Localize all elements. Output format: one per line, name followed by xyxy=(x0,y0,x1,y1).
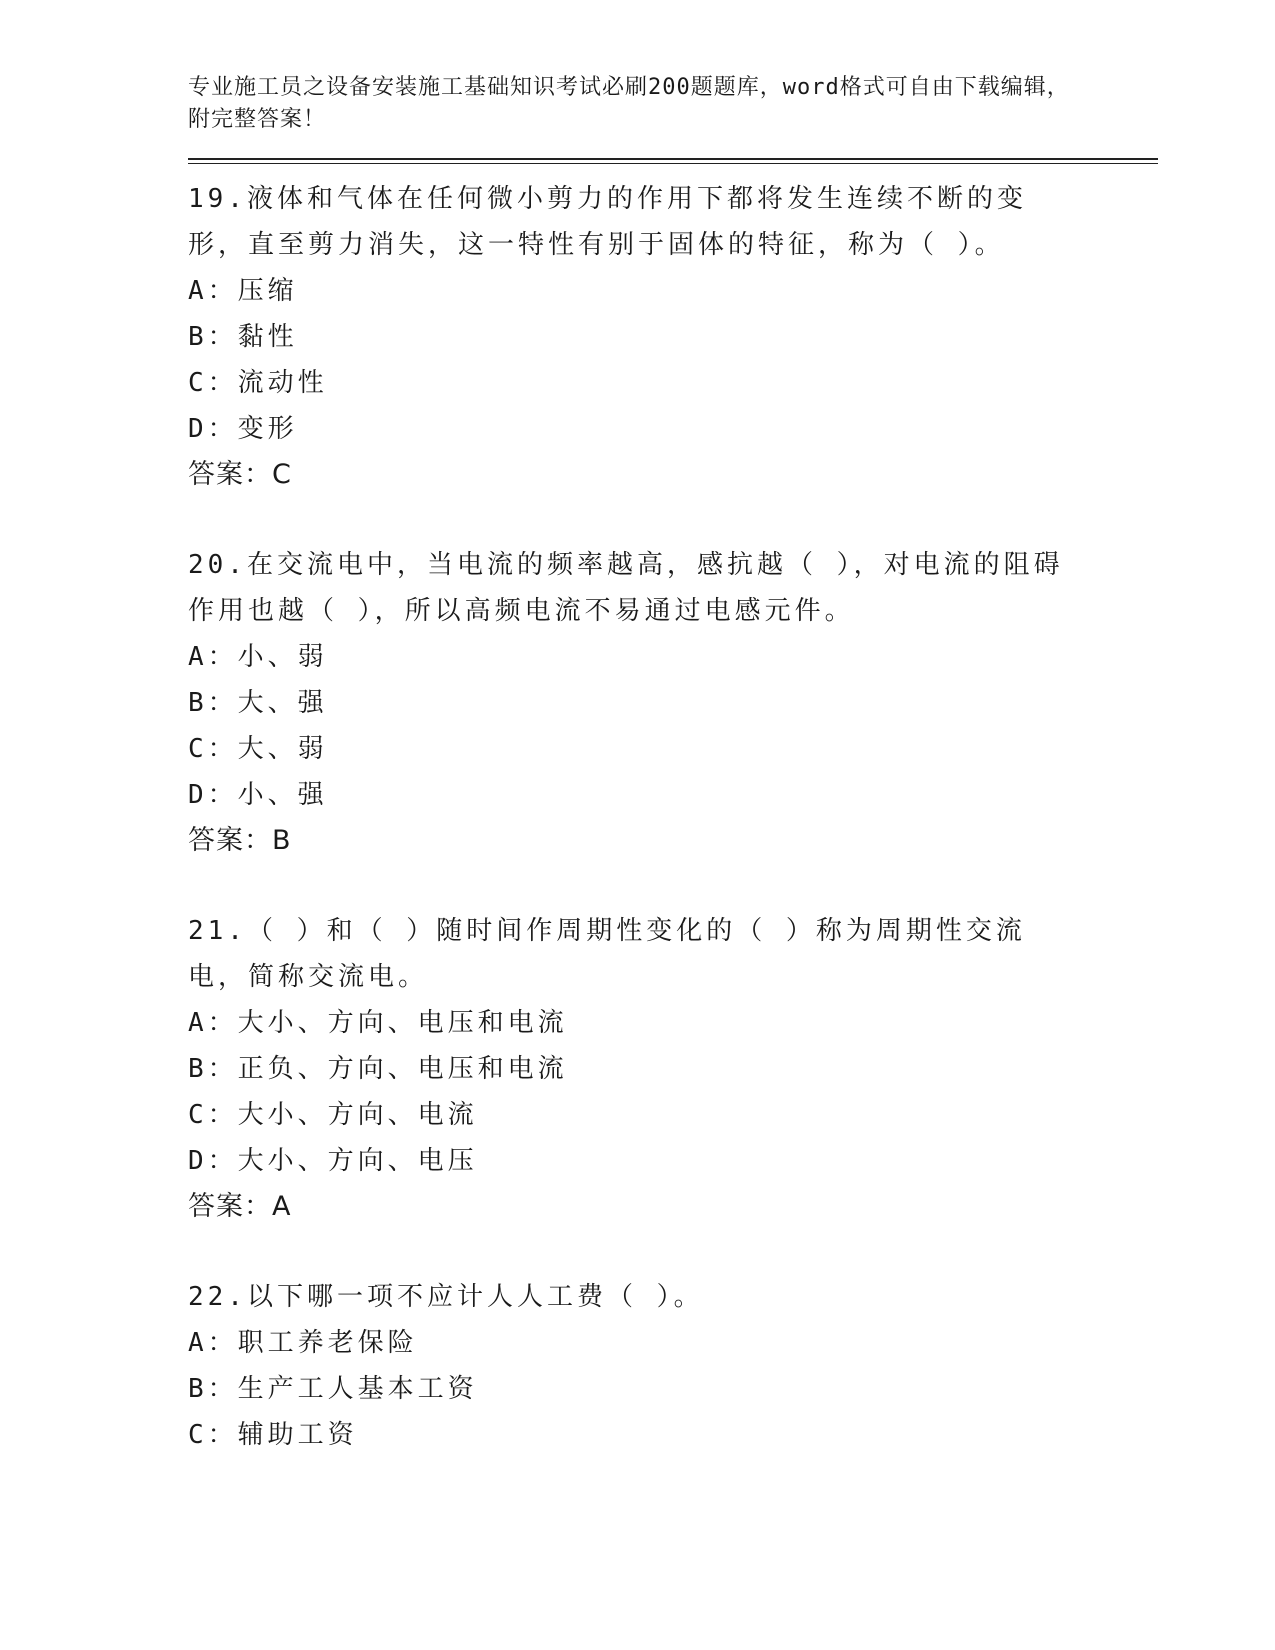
option-c: C：辅助工资 xyxy=(188,1420,358,1450)
answer-line: 答案：B xyxy=(188,825,292,856)
question-text: 21.（ ）和（ ）随时间作周期性变化的（ ）称为周期性交流电，简称交流电。 xyxy=(188,916,1026,992)
option-a: A：职工养老保险 xyxy=(188,1328,418,1358)
document-page xyxy=(188,72,1158,1502)
option-b: B：正负、方向、电压和电流 xyxy=(188,1054,568,1084)
option-b: B：生产工人基本工资 xyxy=(188,1374,478,1404)
question-text: 20.在交流电中，当电流的频率越高，感抗越（ ），对电流的阻碍作用也越（ ），所以高频电流不易通过电感元件。 xyxy=(188,550,1064,626)
question-22 xyxy=(188,1274,1158,1458)
option-d: D：小、强 xyxy=(188,780,328,810)
question-21 xyxy=(188,908,1158,1230)
option-c: C：大、弱 xyxy=(188,734,328,764)
option-a: A：压缩 xyxy=(188,276,298,306)
option-b: B：黏性 xyxy=(188,322,298,352)
option-d: D：变形 xyxy=(188,414,298,444)
option-a: A：小、弱 xyxy=(188,642,328,672)
option-b: B：大、强 xyxy=(188,688,328,718)
header-divider xyxy=(188,158,1158,164)
answer-line: 答案：C xyxy=(188,459,292,490)
answer-line: 答案：A xyxy=(188,1191,292,1222)
question-20 xyxy=(188,542,1158,864)
option-c: C：流动性 xyxy=(188,368,328,398)
option-a: A：大小、方向、电压和电流 xyxy=(188,1008,568,1038)
question-19 xyxy=(188,176,1158,498)
option-d: D：大小、方向、电压 xyxy=(188,1146,478,1176)
question-text: 22.以下哪一项不应计人人工费（ ）。 xyxy=(188,1282,704,1312)
option-c: C：大小、方向、电流 xyxy=(188,1100,478,1130)
question-text: 19.液体和气体在任何微小剪力的作用下都将发生连续不断的变形，直至剪力消失，这一特性有别于固体的特征，称为（ ）。 xyxy=(188,184,1027,260)
document-header: 专业施工员之设备安装施工基础知识考试必刷200题题库，word格式可自由下载编辑，附完整答案！ xyxy=(188,75,1070,132)
question-list xyxy=(188,176,1158,1458)
